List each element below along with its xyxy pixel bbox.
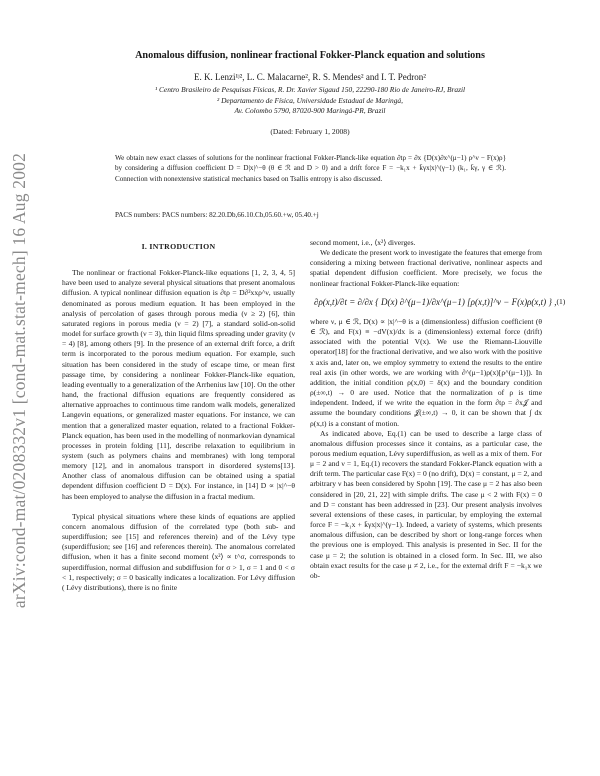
dated-line: (Dated: February 1, 2008) xyxy=(270,127,350,136)
body-paragraph: As indicated above, Eq.(1) can be used to describe a large class of anomalous diffusion processes since it contains, as a particular case, the porous medium equation, Lévy superdiffusion, as well as a mix of them. For μ = 2 and ν = 1, Eq.(1) recovers the standard Fokker-Planck equation with a drift term. The particular case F(x) = 0 (no drift), D(x) = constant, μ = 2, and arbitrary ν has been considered by Spohn [19]. The case μ = 2 has also been considered in [20, 21, 22] with simple drifts. The case μ < 2 with F(x) = 0 and D = constant has been addressed in [23]. Our present analysis involves several extensions of these cases, in particular, by employing the external force F = −k₁x + k̄γx|x|^(γ−1). Indeed, a variety of systems, which presents anomalous diffusion, can be described by short or long-range forces when the previous one is employed. This analysis is presented in Sec. II for the case μ = 2; the solution is obtained in a closed form. In Sec. III, we also obtain exact results for the case μ ≠ 2, i.e., for the external drift F = −k₁x we ob- xyxy=(310,428,542,580)
arxiv-stamp xyxy=(6,80,34,680)
left-column xyxy=(62,238,295,593)
paper-title: Anomalous diffusion, nonlinear fractional Fokker-Planck equation and solutions xyxy=(135,50,485,61)
affiliations xyxy=(60,85,560,117)
body-paragraph: second moment, i.e., ⟨x²⟩ diverges. xyxy=(310,238,416,247)
author-list: E. K. Lenzi¹ʲ², L. C. Malacarne², R. S. Mendes² and I. T. Pedron² xyxy=(193,72,426,82)
equation-number: (1) xyxy=(556,296,566,306)
paragraph-gap xyxy=(62,502,295,512)
affiliation-line: ¹ Centro Brasileiro de Pesquisas Físicas, R. Dr. Xavier Sigaud 150, 22290-180 Rio de Janeiro-RJ, Brazil xyxy=(154,85,466,94)
body-paragraph: Typical physical situations where these kinds of equations are applied concern anomalous diffusion of the correlated type (both sub- and superdiffusion; see [15] and references therein) and of the Lévy type (superdiffusion; see [16] and references therein). The anomalous correlated diffusion, when it has a finite second moment ⟨x²⟩ ∝ t^σ, corresponds to superdiffusion, normal diffusion and subdiffusion for σ > 1, σ = 1 and 0 < σ < 1, respectively; σ = 0 basically indicates a localization. For Lévy diffusion ( Lévy distributions), there is no finite xyxy=(62,511,295,592)
equation-body: ∂ρ(x,t)/∂t = ∂/∂x { D(x) ∂^(μ−1)/∂x^(μ−1) [ρ(x,t)]^ν − F(x)ρ(x,t) } , xyxy=(314,296,557,307)
body-paragraph: The nonlinear or fractional Fokker-Planck-like equations [1, 2, 3, 4, 5] have been used to analyze several physical situations that present anomalous diffusion. A typical nonlinear diffusion equation is ∂tρ = D∂²xxρ^ν, usually denominated as porous medium equation. It has been employed in the analysis of percolation of gases through porous media (ν ≥ 2) [6], thin saturated regions in porous media (ν = 2) [7], a standard solid-on-solid model for surface growth (ν = 3), thin liquid films spreading under gravity (ν = 4) [8], among others [9]. In the presence of an external drift force, a drift term is incorporated to the porous medium equation. For example, such situation has been considered in the study of escape time, or mean first passage time, by considering a nonlinear Fokker-Planck-like equation, leading eventually to a generalization of the Arrhenius law [10]. On the other hand, the fractional diffusion equations are frequently considered as alternative approaches to continuous time random walk models, generalized Langevin equations, or generalized master equations. For instance, we can mention that a generalized master equation, related to a fractional Fokker-Planck equation, has been used in the modelling of nonmarkovian dynamical processes in protein folding [11], describe relaxation to equilibrium in system (such as polymers chains and membranes) with long temporal memory [12], and in anomalous transport in disordered systems[13]. Another class of anomalous diffusion can be obtained using a spatial dependent diffusion coefficient D = D(x). For instance, in [14] D ∝ |x|^−θ has been employed to analyse the diffusion in a fractal medium. xyxy=(62,268,295,501)
affiliation-line: Av. Colombo 5790, 87020-900 Maringá-PR, Brazil xyxy=(234,106,386,115)
right-column xyxy=(310,238,566,581)
body-paragraph: where ν, μ ∈ ℛ, D(x) ∝ |x|^−θ is a (dimensionless) diffusion coefficient (θ ∈ ℛ), and F(x) ≡ −dV(x)/dx is a (dimensionless) external force (drift) associated with the potential V(x). We use the Riemann-Liouville operator[18] for the fractional derivative, and we also work with the positive x axis and, later on, we employ symmetry to extend the results to the entire real axis (in other words, we are working with ∂^(μ−1)ρ(x)[ρ^(μ−1)]). In addition, the initial condition ρ(x,0) = δ(x) and the boundary condition ρ(±∞,t) → 0 are used. Notice that the normalization of ρ is time independent. Indeed, if we write the equation in the form ∂tρ = ∂x𝒥 and assume the boundary conditions 𝒥(±∞,t) → 0, it can be shown that ∫ dx ρ(x,t) is a constant of motion. xyxy=(310,316,542,428)
arxiv-stamp-text: arXiv:cond-mat/0208332v1 [cond-mat.stat-mech] 16 Aug 2002 xyxy=(9,152,30,608)
body-paragraph: We dedicate the present work to investigate the features that emerge from considering a mixing between fractional derivative, nonlinear aspects and spatial dependent diffusion coefficient. More precisely, we focus the nonlinear fractional Fokker-Planck-like equation: xyxy=(310,248,543,288)
affiliation-line: ² Departamento de Física, Universidade Estadual de Maringá, xyxy=(217,95,403,105)
section-heading: I. INTRODUCTION xyxy=(141,242,216,251)
abstract: We obtain new exact classes of solutions for the nonlinear fractional Fokker-Planck-like equation ∂tρ = ∂x {D(x)∂x^(μ−1) ρ^ν − F(x)ρ} by considering a diffusion coefficient D = D|x|^−θ (θ ∈ ℛ and D > 0) and a drift force F = −k₁x + k̄γx|x|^(γ−1) (k₁, k̄γ, γ ∈ ℛ). Connection with nonextensive statistical mechanics based on Tsallis entropy is also discussed. xyxy=(115,154,506,183)
pacs-numbers: PACS numbers: PACS numbers: 82.20.Db,66.10.Cb,05.60.+w, 05.40.+j xyxy=(115,211,319,219)
equation-1 xyxy=(310,296,566,307)
